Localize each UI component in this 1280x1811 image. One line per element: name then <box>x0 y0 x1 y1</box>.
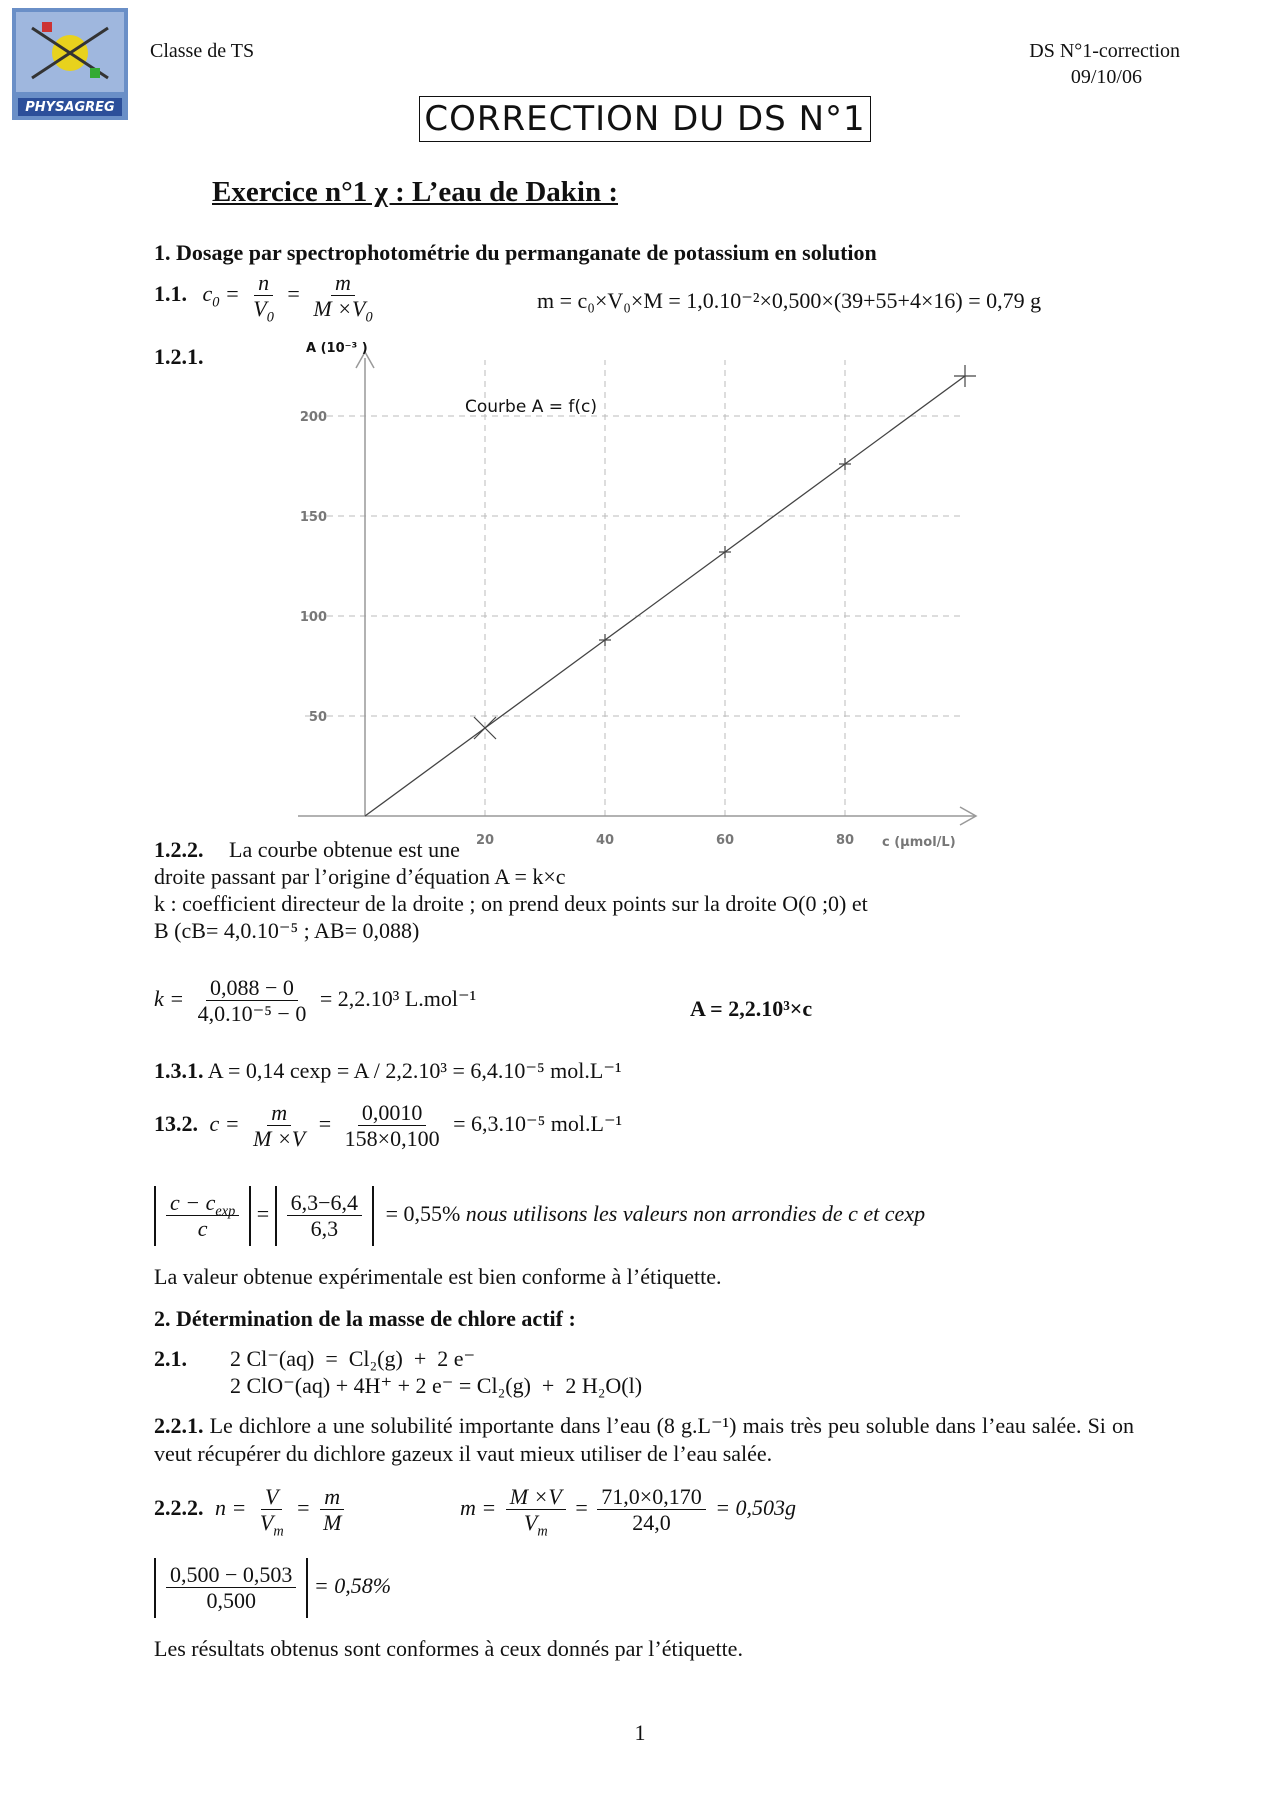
section-2-heading: 2. Détermination de la masse de chlore actif : <box>154 1306 576 1331</box>
logo <box>12 8 128 120</box>
q11-label: 1.1. <box>154 280 187 306</box>
err-result: = 0,55% <box>385 1200 461 1226</box>
y-tick-label: 100 <box>299 610 327 625</box>
q132-result: = 6,3.10⁻⁵ mol.L⁻¹ <box>453 1110 623 1136</box>
ds-label: DS N°1-correction <box>1029 40 1180 62</box>
q21-eq2: 2 ClO⁻(aq) + 4H⁺ + 2 e⁻ = Cl₂(g) + 2 H₂O(l) <box>230 1373 643 1398</box>
x-tick-label: 60 <box>715 833 735 848</box>
q122-line1 <box>154 836 1134 863</box>
chart <box>260 340 1000 860</box>
err2-denominator: 0,500 <box>206 1588 256 1614</box>
err2-numerator: 0,500 − 0,503 <box>166 1562 296 1588</box>
error-formula: $\frac{c - c_{exp}}{c}$ = $\frac{6,3-6,4}{6,3}$ = 0,55% nous utilisons les valeurs non arrondies de c et cexp <box>154 1186 925 1246</box>
chart-xlabel: c (µmol/L) <box>882 835 956 850</box>
err-numerator: 6,3−6,4 <box>287 1190 362 1216</box>
header-date: 09/10/06 <box>1070 66 1142 88</box>
q122-text1: La courbe obtenue est une <box>229 837 460 862</box>
data-point-marker <box>954 365 976 387</box>
q221-label: 2.2.1. <box>154 1413 204 1438</box>
q131-label: 1.3.1. <box>154 1058 204 1083</box>
logo-text: PHYSAGREG <box>25 100 115 115</box>
q11-mass: m = c₀×V₀×M = 1,0.10⁻²×0,500×(39+55+4×16) = 0,79 g <box>537 288 1042 313</box>
error2-formula <box>154 1558 391 1618</box>
q222-formula-m: m = $\frac{M \times V}{V_m}$ = $\frac{71,0\times 0,170}{24,0}$ = 0,503g <box>460 1484 797 1540</box>
q132-numerator: 0,0010 <box>358 1100 427 1126</box>
conform-text-1: La valeur obtenue expérimentale est bien conforme à l’étiquette. <box>154 1264 722 1289</box>
q132-formula: 13.2. c = $\frac{m}{M \times V}$ = $\frac{0,0010}{158\times 0,100}$ = 6,3.10⁻⁵ mol.L⁻¹ <box>154 1100 623 1152</box>
data-point-marker <box>599 634 611 646</box>
conform-text-2: Les résultats obtenus sont conformes à ceux donnés par l’étiquette. <box>154 1636 743 1661</box>
y-tick-label: 50 <box>308 710 327 725</box>
chart-ylabel: A (10⁻³ ) <box>306 341 368 356</box>
q222-numerator: 71,0×0,170 <box>597 1484 705 1510</box>
exercise-title: Exercice n°1 χ : L’eau de Dakin : <box>212 176 619 208</box>
q222-label: 2.2.2. <box>154 1494 204 1520</box>
k-denominator: 4,0.10⁻⁵ − 0 <box>197 1001 307 1027</box>
err2-result: = 0,58% <box>313 1572 392 1598</box>
q222-formula-n: 2.2.2. n = $\frac{V}{V_m}$ = $\frac{m}{M}$ <box>154 1484 349 1536</box>
q21-eq1: 2 Cl⁻(aq) = Cl₂(g) + 2 e⁻ <box>230 1346 476 1371</box>
k-numerator: 0,088 − 0 <box>206 975 298 1001</box>
q221-paragraph <box>154 1412 1134 1468</box>
series-line <box>365 376 965 816</box>
q122-text4: B (cB= 4,0.10⁻⁵ ; AB= 0,088) <box>154 918 420 943</box>
section-1-heading: 1. Dosage par spectrophotométrie du permanganate de potassium en solution <box>154 240 877 265</box>
y-tick-label: 200 <box>299 410 327 425</box>
q131-line <box>154 1058 622 1084</box>
data-point-marker <box>719 546 731 558</box>
chart-axes <box>298 352 976 825</box>
data-point-marker <box>839 458 851 470</box>
err-denominator: 6,3 <box>310 1216 339 1242</box>
k-formula: k = $\frac{0,088 - 0}{\text{4,0.10⁻⁵ − 0}}$ = 2,2.10³ L.mol⁻¹ <box>154 975 477 1027</box>
err-note: nous utilisons les valeurs non arrondies de c et cexp <box>465 1200 926 1226</box>
q21-label: 2.1. <box>154 1346 187 1371</box>
q132-label: 13.2. <box>154 1110 198 1136</box>
page-title: CORRECTION DU DS N°1 <box>419 96 871 142</box>
q122-label: 1.2.2. <box>154 837 204 862</box>
x-tick-label: 80 <box>835 833 855 848</box>
q11-formula: 1.1. $c_0$ = $\frac{n}{V_0}$ = $\frac{m}{M \times V_0}$ <box>154 270 373 326</box>
x-tick-label: 40 <box>595 833 615 848</box>
x-tick-label: 20 <box>475 833 495 848</box>
chart-title: Courbe A = f(c) <box>465 397 597 417</box>
chart-grid <box>305 360 960 816</box>
q222-result: = 0,503g <box>715 1494 797 1520</box>
q131-text: A = 0,14 cexp = A / 2,2.10³ = 6,4.10⁻⁵ mol.L⁻¹ <box>207 1058 622 1083</box>
k-result: = 2,2.10³ L.mol⁻¹ <box>319 985 477 1011</box>
q221-text: Le dichlore a une solubilité importante dans l’eau (8 g.L⁻¹) mais très peu soluble dans l’eau salée. Si on veut récupérer du dichlore gazeux il vaut mieux utiliser de l’eau salée. <box>154 1413 1135 1466</box>
a-equation: A = 2,2.10³×c <box>690 996 813 1021</box>
y-tick-label: 150 <box>299 510 327 525</box>
class-label: Classe de TS <box>150 40 255 62</box>
q122-block <box>154 836 1134 944</box>
q121-label: 1.2.1. <box>154 344 204 369</box>
q132-denominator: 158×0,100 <box>344 1126 440 1152</box>
q122-text3: k : coefficient directeur de la droite ; on prend deux points sur la droite O(0 ;0) et <box>154 891 868 916</box>
q222-denominator: 24,0 <box>632 1510 671 1536</box>
page-number: 1 <box>634 1720 646 1745</box>
q122-text2: droite passant par l’origine d’équation A = k×c <box>154 864 566 889</box>
